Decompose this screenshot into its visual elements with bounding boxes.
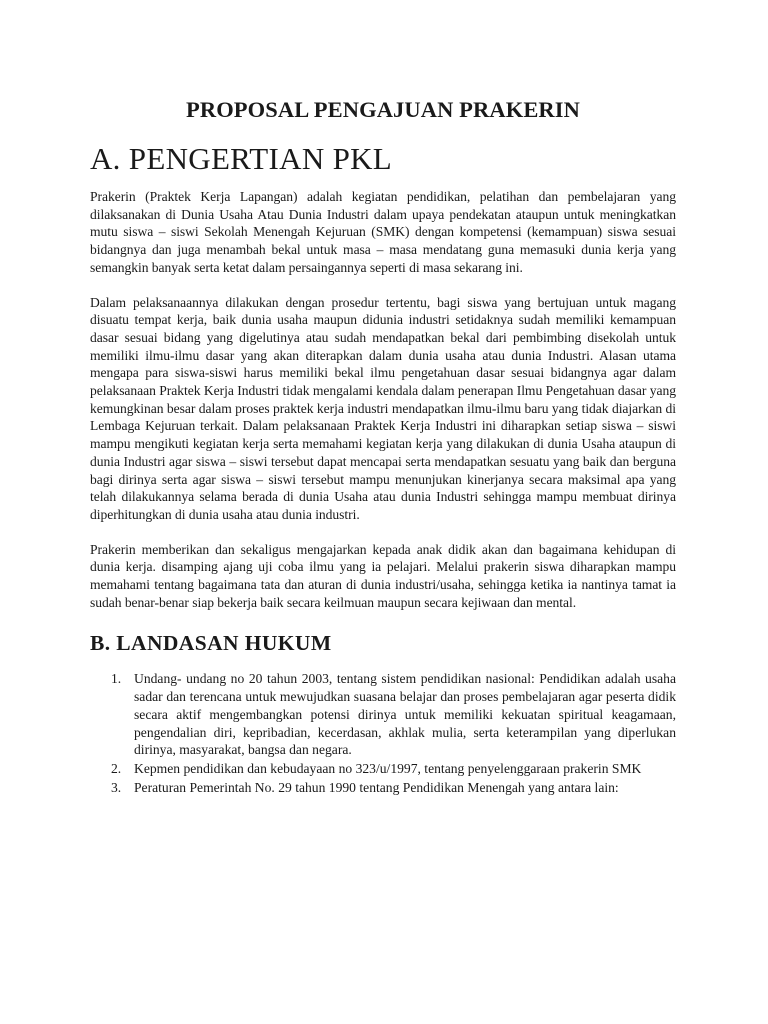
law-list-item-3 bbox=[90, 779, 676, 797]
section-landasan-hukum bbox=[90, 629, 676, 796]
list-number: 2. bbox=[111, 760, 122, 776]
list-item-text: Kepmen pendidikan dan kebudayaan no 323/u/1997, tentang penyelenggaraan prakerin SMK bbox=[134, 760, 642, 776]
law-list-item-2 bbox=[90, 760, 676, 778]
section-b-heading: B. LANDASAN HUKUM bbox=[90, 631, 332, 656]
paragraph-1: Prakerin (Praktek Kerja Lapangan) adalah kegiatan pendidikan, pelatihan dan pembelajaran yang dilaksanakan di Dunia Usaha Atau Dunia Industri dalam upaya pendekatan ataupun untuk meningkatkan mutu siswa – siswi Sekolah Menengah Kejuruan (SMK) dengan kompetensi (kemampuan) siswa sesuai bidangnya dan juga menambah bekal untuk masa – masa mendatang guna memasuki dunia kerja yang semangkin banyak serta ketat dalam persaingannya seperti di masa sekarang ini. bbox=[90, 189, 676, 275]
law-list-item-1 bbox=[90, 670, 676, 759]
list-number: 3. bbox=[111, 779, 122, 795]
paragraph-3: Prakerin memberikan dan sekaligus mengajarkan kepada anak didik akan dan bagaimana kehidupan di dunia kerja. disamping ajang uji coba ilmu yang ia pelajari. Melalui prakerin siswa diharapkan mampu memahami tentang bagaimana tata dan aturan di dunia industri/usaha, sehingga ketika ia nantinya tamat ia sudah benar-benar siap bekerja baik secara keilmuan maupun secara kejiwaan dan mental. bbox=[90, 541, 676, 610]
section-a-heading: A. PENGERTIAN PKL bbox=[90, 141, 393, 176]
document-page bbox=[90, 0, 676, 797]
list-number: 1. bbox=[111, 671, 122, 687]
law-list bbox=[90, 670, 676, 796]
list-item-text: Undang- undang no 20 tahun 2003, tentang sistem pendidikan nasional: Pendidikan adalah usaha sadar dan terencana untuk mewujudkan suasana belajar dan proses pembelajaran agar peserta didik secara aktif mengembangkan potensi dirinya untuk memiliki kekuatan spiritual keagamaan, pengendalian diri, kepribadian, kecerdasan, akhlak mulia, serta keterampilan yang diperlukan dirinya, masyarakat, bangsa dan negara. bbox=[134, 671, 676, 758]
document-title: PROPOSAL PENGAJUAN PRAKERIN bbox=[186, 97, 580, 122]
paragraph-2: Dalam pelaksanaannya dilakukan dengan prosedur tertentu, bagi siswa yang bertujuan untuk magang disuatu tempat kerja, baik dunia usaha maupun didunia industri setidaknya sudah memiliki kemampuan dasar sesuai bidang yang digelutinya atau sudah mendapatkan bekal dari pembimbing disekolah untuk memiliki ilmu-ilmu dasar yang akan diterapkan dalam dunia usaha atau dunia Industri. Alasan utama mengapa para siswa-siswi harus memiliki bekal ilmu pengetahuan dasar sesuai bidangnya agar dalam pelaksanaan Praktek Kerja Industri tidak mengalami kendala dalam penerapan Ilmu Pengetahuan dasar yang kemungkinan besar dalam proses praktek kerja industri mendapatkan ilmu-ilmu baru yang tidak diajarkan di Lembaga Kejuruan terkait. Dalam pelaksanaan Praktek Kerja Industri ini diharapkan setiap siswa – siswi mampu mengikuti kegiatan kerja serta memahami kegiatan kerja yang dilakukan di dunia Usaha ataupun di dunia Industri agar siswa – siswi tersebut dapat mencapai serta mendapatkan sesuatu yang baik dan berguna bagi dirinya serta agar siswa – siswi tersebut mampu menunjukan kinerjanya secara maksimal apa yang telah dilakukannya selama berada di dunia Usaha atau dunia Industri sehingga mampu membuat dirinya diperhitungkan di dunia usaha atau dunia industri. bbox=[90, 294, 676, 522]
section-pengertian-pkl bbox=[90, 140, 676, 611]
list-item-text: Peraturan Pemerintah No. 29 tahun 1990 tentang Pendidikan Menengah yang antara lain: bbox=[134, 779, 619, 795]
